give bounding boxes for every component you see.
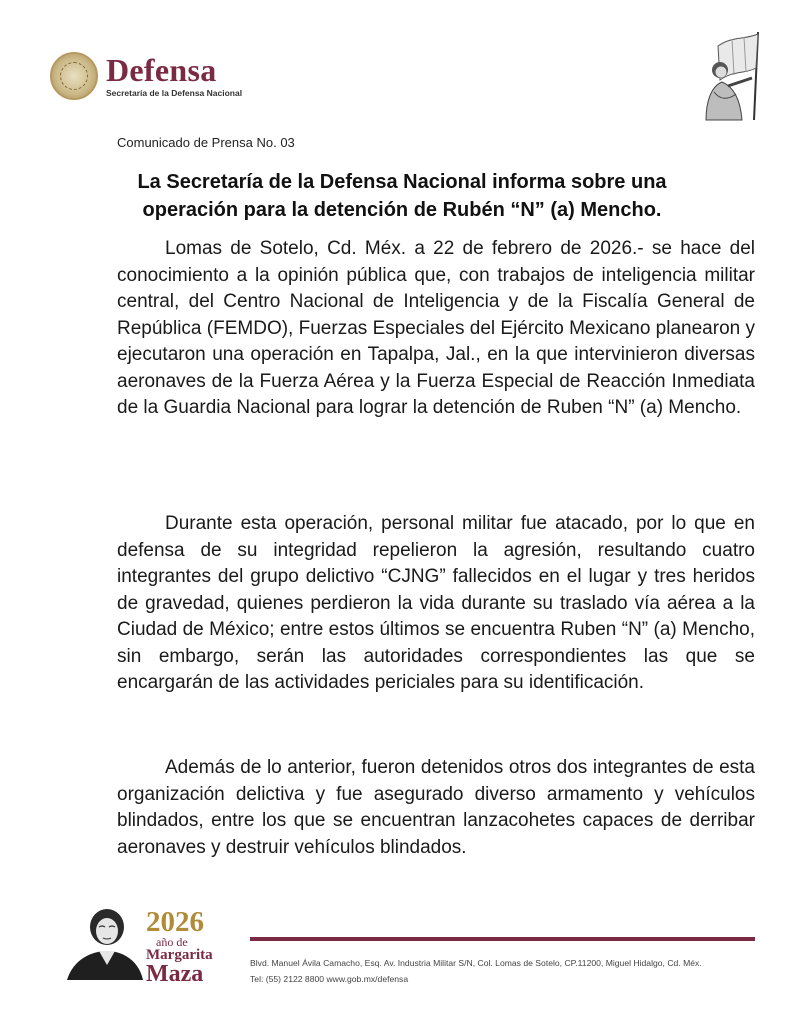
year-of-margarita-maza-logo: [146, 908, 213, 985]
honoree-first-name: Margarita: [146, 947, 213, 963]
press-release-number: Comunicado de Prensa No. 03: [117, 135, 295, 150]
brand-subtitle: Secretaría de la Defensa Nacional: [106, 88, 243, 98]
margarita-maza-portrait-icon: [63, 905, 143, 980]
brand-block: [106, 54, 242, 98]
address-line: Blvd. Manuel Ávila Camacho, Esq. Av. Industria Militar S/N, Col. Lomas de Sotelo, CP.11200, Miguel Hidalgo, Cd. Méx.: [250, 958, 702, 968]
paragraph-1: Lomas de Sotelo, Cd. Méx. a 22 de febrero de 2026.- se hace del conocimiento a la opinión pública que, con trabajos de inteligencia militar central, del Centro Nacional de Inteligencia y de la Fiscalía General de República (FEMDO), Fuerzas Especiales del Ejército Mexicano planearon y ejecutaron una operación en Tapalpa, Jal., en la que intervinieron diversas aeronaves de la Fuerza Aérea y la Fuerza Especial de Reacción Inmediata de la Guardia Nacional para lograr la detención de Ruben “N” (a) Mencho.: [117, 238, 755, 418]
brand-name: Defensa: [106, 52, 217, 88]
paragraph-2: Durante esta operación, personal militar fue atacado, por lo que en defensa de su integridad repelieron la agresión, resultando cuatro integrantes del grupo delictivo “CJNG” fallecidos en el lugar y tres heridos de gravedad, quienes perdieron la vida durante su traslado vía aérea a la Ciudad de México; entre estos últimos se encuentra Ruben “N” (a) Mencho, sin embargo, serán las autoridades correspondientes las que se encargarán de las actividades periciales para su identificación.: [117, 513, 755, 693]
footer-divider: [250, 937, 755, 941]
year-subtitle: año de: [156, 935, 188, 949]
paragraph-3: Además de lo anterior, fueron detenidos otros dos integrantes de esta organización delictiva y fue asegurado diverso armamento y vehículos blindados, entre los que se encuentran lanzacohetes capaces de derribar aeronaves y destruir vehículos blindados.: [117, 757, 755, 858]
footer-address: [250, 955, 770, 987]
defensa-logo: [50, 52, 242, 100]
headline: La Secretaría de la Defensa Nacional informa sobre una operación para la detención de Rubén “N” (a) Mencho.: [137, 171, 667, 221]
woman-with-flag-icon: [692, 30, 764, 122]
honoree-last-name: Maza: [146, 961, 204, 987]
year-number: 2026: [146, 906, 204, 938]
mexican-coat-of-arms-icon: [50, 52, 98, 100]
contact-line: Tel: (55) 2122 8800 www.gob.mx/defensa: [250, 974, 409, 984]
